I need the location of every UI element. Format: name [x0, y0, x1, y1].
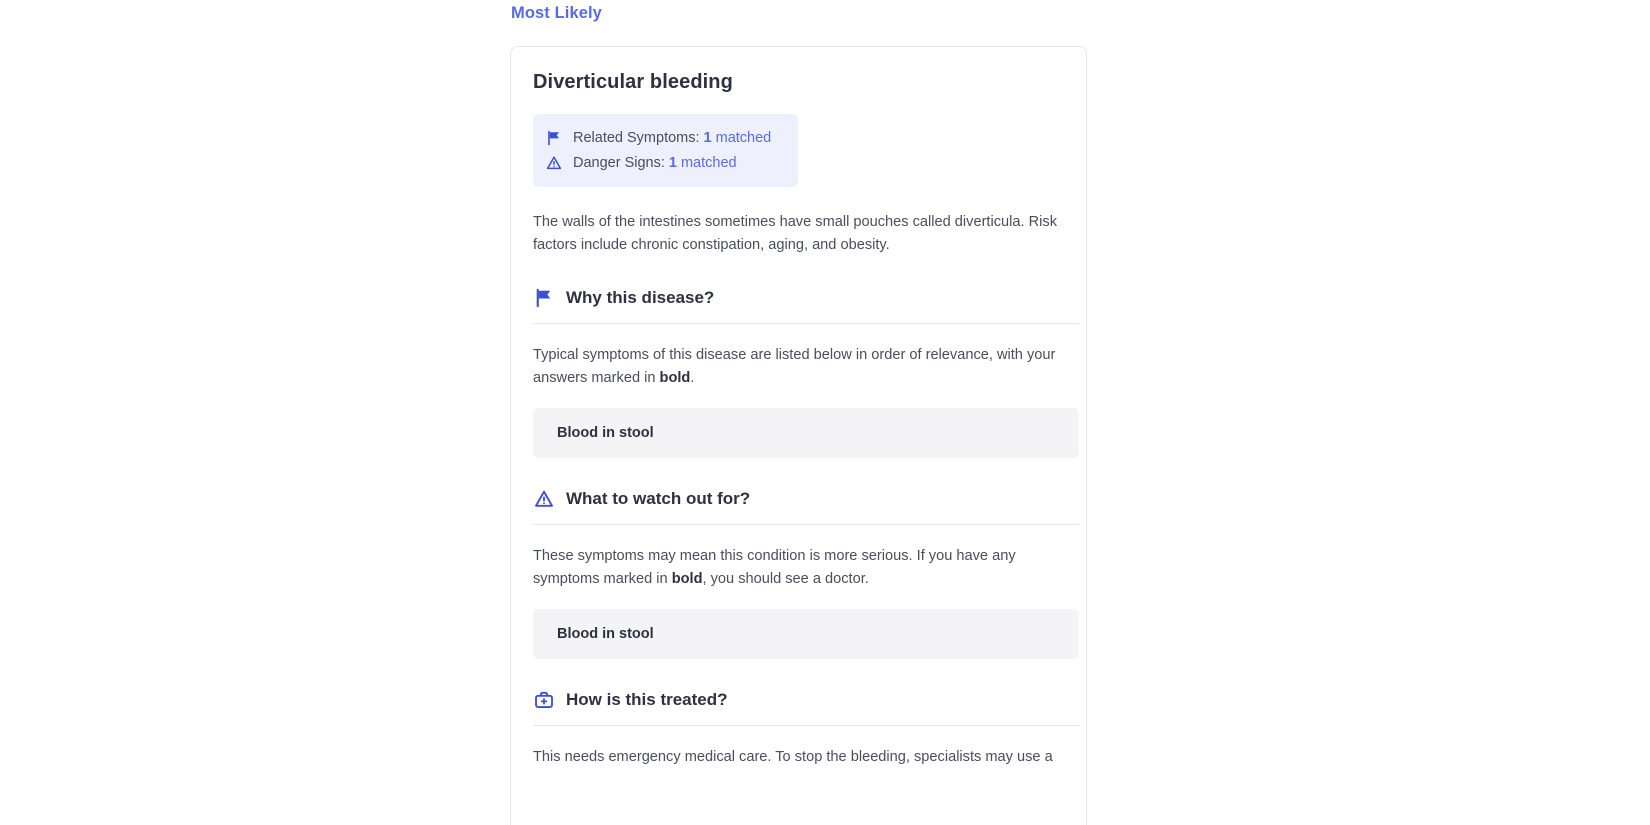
section-intro-how-is-this-treated: This needs emergency medical care. To stop the bleeding, specialists may use a: [533, 749, 1053, 765]
flag-icon: [533, 287, 555, 309]
section-intro-prefix: These symptoms may mean this condition is more serious. If you have any symptoms marked in: [533, 548, 1016, 587]
match-summary-box: [533, 114, 798, 187]
section-header-what-to-watch-out-for: [533, 488, 1079, 525]
warning-triangle-icon: [533, 488, 555, 510]
match-label-danger-signs: Danger Signs:: [573, 155, 665, 171]
medical-kit-icon: [533, 689, 555, 711]
section-intro-bold: bold: [659, 370, 691, 386]
page-title: Most Likely: [511, 4, 602, 22]
section-intro-prefix: Typical symptoms of this disease are listed below in order of relevance, with your answers marked in: [533, 347, 1056, 386]
flag-icon: [545, 129, 563, 147]
section-intro-what-to-watch-out-for: [533, 545, 1079, 591]
list-item: Blood in stool: [533, 609, 1079, 659]
section-title-what-to-watch-out-for: What to watch out for?: [566, 489, 751, 508]
section-title-how-is-this-treated: How is this treated?: [566, 690, 728, 709]
section-intro-bold: bold: [671, 571, 703, 587]
match-count-danger-signs: 1: [668, 155, 677, 171]
match-suffix-danger-signs: matched: [680, 155, 737, 171]
section-header-how-is-this-treated: [533, 689, 1079, 726]
section-header-why-this-disease: [533, 287, 1079, 324]
section-intro-why-this-disease: [533, 344, 1079, 390]
match-count-related-symptoms: 1: [703, 130, 712, 146]
match-label-related-symptoms: Related Symptoms:: [573, 130, 700, 146]
list-item: Blood in stool: [533, 408, 1079, 458]
warning-triangle-icon: [545, 154, 563, 172]
section-intro-suffix: , you should see a doctor.: [702, 571, 869, 587]
disease-title: Diverticular bleeding: [533, 71, 733, 93]
match-suffix-related-symptoms: matched: [715, 130, 772, 146]
section-title-why-this-disease: Why this disease?: [566, 288, 715, 307]
disease-card: [510, 46, 1087, 825]
match-row-danger-signs: [545, 151, 784, 175]
disease-description: The walls of the intestines sometimes have small pouches called diverticula. Risk factors include chronic constipation, aging, and obesity.: [533, 214, 1057, 253]
match-row-related-symptoms: [545, 126, 784, 150]
section-intro-suffix: .: [690, 370, 695, 386]
